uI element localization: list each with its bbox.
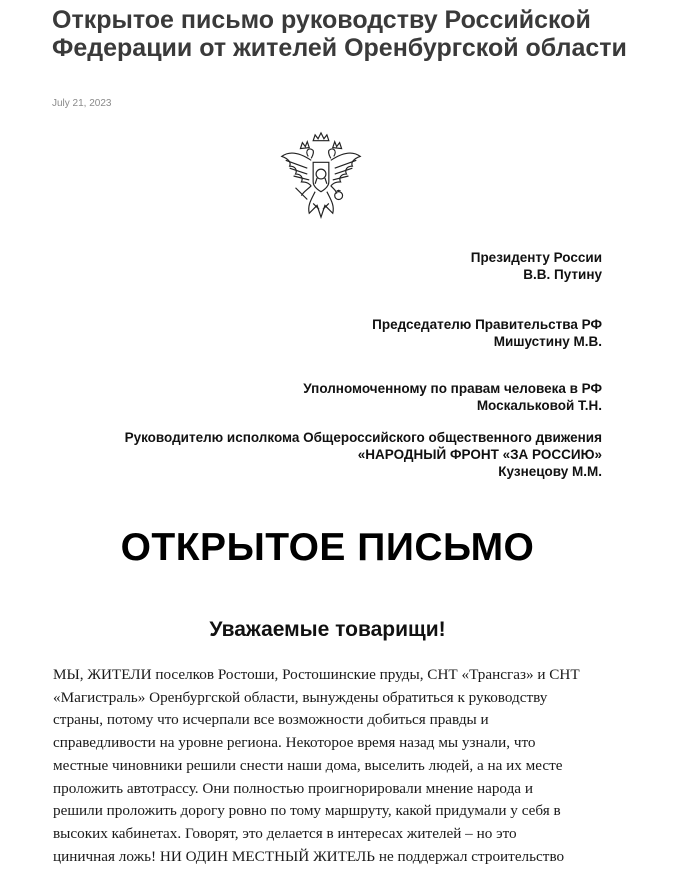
body-line: местные чиновники решили снести наши дома, выселить людей, а на их месте	[53, 756, 563, 774]
article-title: Открытое письмо руководству Российской Федерации от жителей Оренбургской области	[52, 6, 627, 62]
body-line: справедливости на уровне региона. Некоторое время назад мы узнали, что	[53, 734, 536, 752]
body-line: проложить автотрассу. Они полностью проигнорировали мнение народа и	[53, 779, 533, 797]
body-line: циничная ложь! НИ ОДИН МЕСТНЫЙ ЖИТЕЛЬ не поддержал строительство	[53, 847, 565, 865]
body-line: высоких кабинетах. Говорят, это делается в интересах жителей – но это	[53, 824, 517, 842]
body-line: решили проложить дорогу ровно по тому маршруту, какой придумали у себя в	[53, 802, 561, 820]
addressee-ombudsman: Уполномоченному по правам человека в РФ Москальковой Т.Н.	[303, 381, 602, 413]
addressee-popular-front: Руководителю исполкома Общероссийского общественного движения «НАРОДНЫЙ ФРОНТ «ЗА РОССИЮ» Кузнецову М.М.	[124, 430, 602, 479]
body-line: страны, потому что исчерпали все возможности добиться правды и	[53, 711, 489, 729]
body-line: «Магистраль» Оренбургской области, вынуждены обратиться к руководству	[53, 688, 548, 706]
letter-heading: ОТКРЫТОЕ ПИСЬМО	[120, 526, 535, 569]
addressee-prime-minister: Председателю Правительства РФ Мишустину М.В.	[372, 317, 602, 349]
russian-coat-of-arms-icon	[272, 126, 370, 226]
letter-body	[53, 664, 618, 868]
body-line: МЫ, ЖИТЕЛИ поселков Ростоши, Ростошинские пруды, СНТ «Трансгаз» и СНТ	[53, 666, 580, 683]
publish-date: July 21, 2023	[52, 98, 112, 109]
letter-greeting: Уважаемые товарищи!	[209, 618, 446, 641]
addressee-president: Президенту России В.В. Путину	[470, 250, 602, 282]
